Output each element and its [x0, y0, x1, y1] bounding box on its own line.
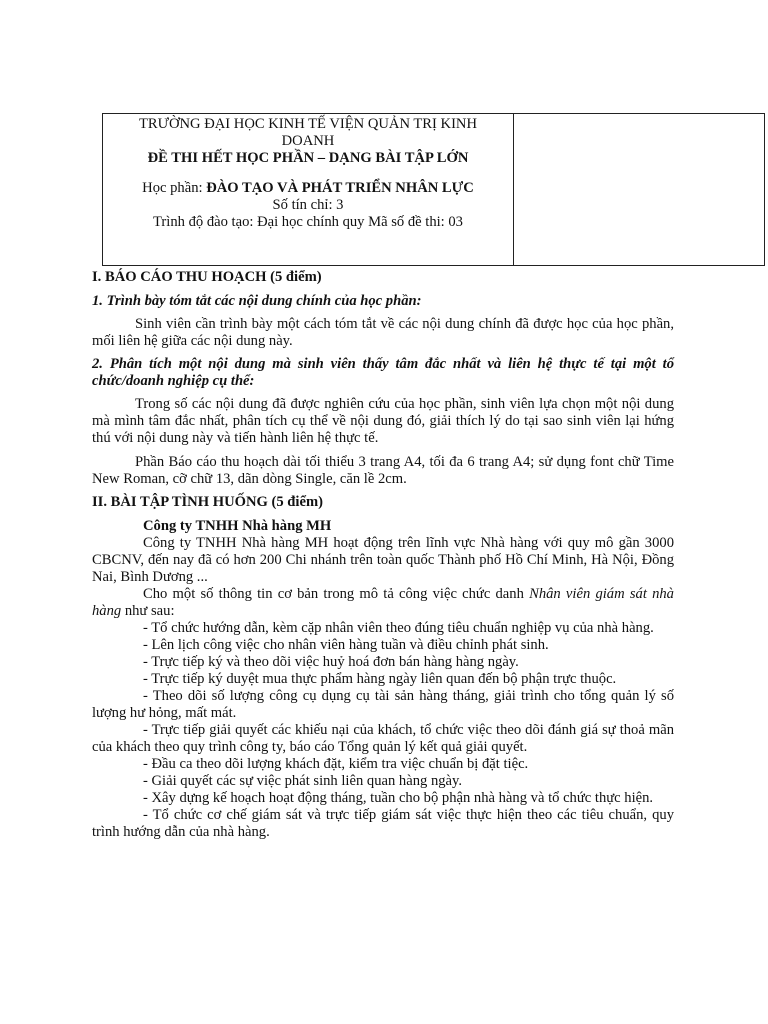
job-title: Nhân viên giám sát nhà hàng	[92, 586, 674, 619]
duty-item: - Đầu ca theo dõi lượng khách đặt, kiểm tra việc chuẩn bị đặt tiệc.	[143, 756, 529, 772]
spacer	[103, 167, 513, 180]
course-name: ĐÀO TẠO VÀ PHÁT TRIỂN NHÂN LỰC	[206, 180, 474, 196]
section2-title: II. BÀI TẬP TÌNH HUỐNG (5 điểm)	[92, 494, 323, 510]
duty-item: - Lên lịch công việc cho nhân viên hàng tuần và điều chỉnh phát sinh.	[143, 637, 549, 653]
question-1: 1. Trình bày tóm tắt các nội dung chính của học phần:	[92, 293, 422, 309]
company-name: Công ty TNHH Nhà hàng MH	[143, 518, 332, 534]
course-label: Học phần:	[142, 180, 207, 196]
exam-title: ĐỀ THI HẾT HỌC PHẦN – DẠNG BÀI TẬP LỚN	[147, 150, 469, 166]
duty-item: - Trực tiếp ký duyệt mua thực phẩm hàng ngày liên quan đến bộ phận trực thuộc.	[143, 671, 617, 687]
school-name: TRƯỜNG ĐẠI HỌC KINH TẾ VIỆN QUẢN TRỊ KINH DOANH	[138, 116, 478, 149]
training-level: Trình độ đào tạo: Đại học chính quy Mã số đề thi: 03	[153, 214, 463, 230]
duty-item: - Trực tiếp giải quyết các khiếu nại của khách, tổ chức việc theo dõi đánh giá sự thoả mãn của khách theo quy trình công ty, báo cáo Tổng quản lý kết quả giải quyết.	[92, 722, 674, 755]
course-line	[103, 180, 513, 197]
duty-item: - Theo dõi số lượng công cụ dụng cụ tài sản hàng tháng, giải trình cho tổng quản lý số lượng hư hỏng, mất mát.	[92, 688, 674, 721]
exam-header-table	[102, 113, 765, 266]
company-intro: Công ty TNHH Nhà hàng MH hoạt động trên lĩnh vực Nhà hàng với quy mô gần 3000 CBCNV, đến nay đã có hơn 200 Chi nhánh trên toàn quốc Thành phố Hồ Chí Minh, Hà Nội, Đồng Nai, Bình Dương ...	[92, 535, 674, 585]
section1-title: I. BÁO CÁO THU HOẠCH (5 điểm)	[92, 269, 322, 285]
duty-item: - Tổ chức cơ chế giám sát và trực tiếp giám sát việc thực hiện theo các tiêu chuẩn, quy trình hướng dẫn của nhà hàng.	[92, 807, 674, 840]
document-body	[92, 269, 674, 841]
duty-item: - Tổ chức hướng dẫn, kèm cặp nhân viên theo đúng tiêu chuẩn nghiệp vụ của nhà hàng.	[143, 620, 654, 636]
duty-item: - Xây dựng kế hoạch hoạt động tháng, tuần cho bộ phận nhà hàng và tổ chức thực hiện.	[143, 790, 654, 806]
job-description-intro: Cho một số thông tin cơ bản trong mô tả công việc chức danh Nhân viên giám sát nhà hàng như sau:	[92, 586, 674, 619]
duty-item: - Trực tiếp ký và theo dõi việc huỷ hoá đơn bán hàng hàng ngày.	[143, 654, 519, 670]
paragraph-1: Sinh viên cần trình bày một cách tóm tắt về các nội dung chính đã được học của học phần, mối liên hệ giữa các nội dung này.	[92, 316, 674, 349]
credits: Số tín chỉ: 3	[272, 197, 344, 213]
exam-header-blank-cell	[514, 114, 764, 265]
paragraph-3: Phần Báo cáo thu hoạch dài tối thiểu 3 trang A4, tối đa 6 trang A4; sử dụng font chữ Time New Roman, cỡ chữ 13, dãn dòng Single, căn lề 2cm.	[92, 454, 674, 487]
question-2: 2. Phân tích một nội dung mà sinh viên thấy tâm đắc nhất và liên hệ thực tế tại một tổ chức/doanh nghiệp cụ thể:	[92, 356, 674, 389]
exam-header-info	[103, 114, 514, 265]
duty-item: - Giải quyết các sự việc phát sinh liên quan hàng ngày.	[143, 773, 463, 789]
paragraph-2: Trong số các nội dung đã được nghiên cứu của học phần, sinh viên lựa chọn một nội dung mà mình tâm đắc nhất, phân tích cụ thể về nội dung đó, giải thích lý do tại sao sinh viên lại hứng thú với nội dung này và tiến hành liên hệ thực tế.	[92, 396, 674, 446]
